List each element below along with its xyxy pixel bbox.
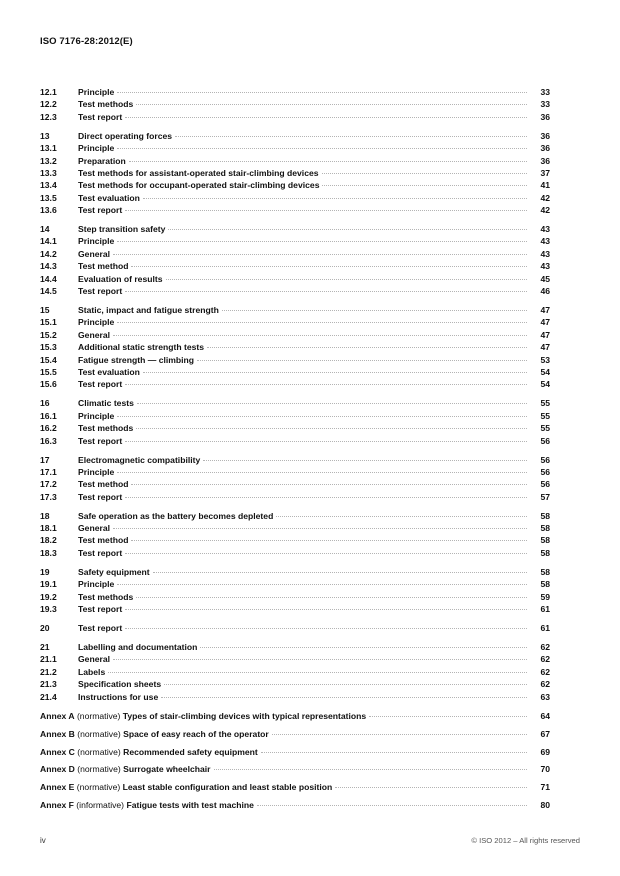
toc-entry-label: Test methods [78, 591, 134, 602]
toc-entry-number: 12.1 [40, 87, 57, 97]
toc-entry-page: 42 [540, 192, 550, 203]
toc-entry-label: Test report [78, 622, 123, 633]
toc-dot-leader [125, 204, 527, 213]
toc-entry[interactable] [40, 179, 550, 191]
toc-entry-page: 56 [540, 435, 550, 446]
toc-entry-number: 13.2 [40, 155, 57, 166]
toc-entry-label: Additional static strength tests [78, 342, 205, 353]
toc-dot-leader [137, 397, 527, 406]
toc-entry-number: 15.5 [40, 366, 57, 377]
toc-entry-number: 19.3 [40, 604, 57, 614]
annex-entry-label [40, 797, 257, 815]
toc-entry-label: Electromagnetic compatibility [78, 454, 201, 465]
toc-entry[interactable] [40, 653, 550, 665]
annex-dot-leader [335, 781, 527, 790]
annex-entry-page: 69 [540, 746, 550, 757]
toc-entry[interactable] [40, 397, 550, 409]
toc-entry-number: 14.3 [40, 261, 57, 272]
toc-entry-label: Test report [78, 491, 123, 502]
toc-entry[interactable] [40, 641, 550, 653]
toc-entry-number: 14 [40, 224, 50, 235]
toc-entry[interactable] [40, 248, 550, 260]
toc-entry[interactable] [40, 304, 550, 316]
toc-dot-leader [164, 678, 527, 687]
toc-dot-leader [322, 167, 527, 176]
toc-entry[interactable] [40, 341, 550, 353]
toc-entry[interactable] [40, 354, 550, 366]
toc-entry-number: 13.4 [40, 180, 57, 191]
toc-entry[interactable] [40, 466, 550, 478]
toc-dot-leader [125, 378, 527, 387]
annex-entry-page: 64 [540, 711, 550, 721]
toc-entry-number: 12.3 [40, 111, 57, 122]
toc-entry-number: 18.2 [40, 535, 57, 546]
toc-entry-number: 14.4 [40, 273, 57, 284]
toc-entry[interactable] [40, 378, 550, 390]
annex-entry-kind: (informative) [76, 799, 125, 810]
toc-dot-leader [175, 130, 527, 139]
annex-entry[interactable] [40, 797, 550, 815]
toc-entry[interactable] [40, 273, 550, 285]
toc-entry-number: 21.4 [40, 691, 57, 702]
toc-dot-leader [143, 192, 527, 201]
toc-dot-leader [125, 491, 527, 500]
toc-entry-page: 58 [540, 566, 550, 577]
table-of-contents [40, 86, 550, 703]
annex-entry-name: Annex A [40, 711, 75, 721]
toc-dot-leader [125, 285, 527, 294]
annex-dot-leader [261, 746, 527, 755]
toc-entry[interactable] [40, 478, 550, 490]
toc-entry-number: 20 [40, 622, 50, 633]
toc-entry[interactable] [40, 591, 550, 603]
toc-entry-page: 62 [540, 641, 550, 652]
toc-entry-label: General [78, 329, 111, 340]
toc-entry-page: 58 [540, 579, 550, 590]
toc-entry-page: 56 [540, 466, 550, 477]
toc-entry[interactable] [40, 566, 550, 578]
toc-entry[interactable] [40, 366, 550, 378]
toc-entry-label: Principle [78, 87, 115, 97]
annex-entry-kind: (normative) [76, 782, 121, 793]
toc-entry[interactable] [40, 260, 550, 272]
toc-entry-label: Test evaluation [78, 366, 140, 377]
toc-dot-leader [117, 410, 527, 419]
toc-entry-number: 13.6 [40, 205, 57, 216]
toc-entry-page: 37 [540, 167, 550, 178]
toc-dot-leader [131, 478, 527, 487]
toc-entry-number: 21 [40, 641, 50, 652]
annex-dot-leader [257, 799, 527, 808]
toc-entry-label: Test report [78, 111, 123, 122]
toc-entry-page: 55 [540, 410, 550, 421]
toc-entry-label: Fatigue strength — climbing [78, 354, 195, 365]
annex-entry-label [40, 779, 335, 797]
toc-dot-leader [203, 454, 527, 463]
toc-entry-number: 16.1 [40, 410, 57, 421]
toc-dot-leader [136, 98, 527, 107]
toc-dot-leader [143, 366, 527, 375]
toc-dot-leader [113, 329, 527, 338]
toc-entry-page: 43 [540, 224, 550, 235]
annex-entry-page: 80 [540, 799, 550, 810]
annex-entry-name: Annex B [40, 728, 75, 739]
toc-dot-leader [125, 435, 527, 444]
annex-entry-title: Least stable configuration and least stable position [122, 782, 333, 793]
toc-entry[interactable] [40, 454, 550, 466]
toc-entry[interactable] [40, 522, 550, 534]
annex-entry-title: Surrogate wheelchair [123, 764, 211, 775]
annex-entry-name: Annex D [40, 764, 75, 775]
toc-entry[interactable] [40, 622, 550, 634]
toc-entry-label: Principle [78, 466, 115, 477]
toc-entry-page: 58 [540, 523, 550, 534]
toc-entry-page: 58 [540, 547, 550, 558]
annex-entry-page: 70 [540, 764, 550, 775]
toc-entry-page: 36 [540, 143, 550, 154]
toc-dot-leader [117, 142, 527, 151]
toc-dot-leader [117, 86, 527, 95]
annex-entry-title: Types of stair-climbing devices with typical representations [122, 711, 367, 721]
footer-copyright: © ISO 2012 – All rights reserved [471, 836, 580, 845]
toc-dot-leader [276, 510, 527, 519]
toc-entry-number: 15.4 [40, 354, 57, 365]
annex-entry[interactable] [40, 761, 550, 779]
toc-entry-page: 45 [540, 273, 550, 284]
toc-dot-leader [117, 235, 527, 244]
toc-entry[interactable] [40, 547, 550, 559]
toc-entry-label: Test report [78, 286, 123, 297]
toc-entry[interactable] [40, 534, 550, 546]
toc-entry-number: 15.1 [40, 317, 57, 328]
toc-dot-leader [168, 223, 527, 232]
toc-entry-number: 15.3 [40, 342, 57, 353]
toc-entry-number: 13.1 [40, 143, 57, 154]
annex-entry-label [40, 708, 369, 726]
toc-entry-label: General [78, 523, 111, 534]
toc-entry-page: 55 [540, 398, 550, 409]
toc-entry-label: Labelling and documentation [78, 641, 198, 652]
toc-dot-leader [117, 316, 527, 325]
toc-entry-page: 62 [540, 679, 550, 690]
toc-entry[interactable] [40, 316, 550, 328]
toc-dot-leader [113, 248, 527, 257]
toc-entry-page: 58 [540, 510, 550, 521]
toc-entry-page: 61 [540, 604, 550, 614]
toc-entry-page: 36 [540, 155, 550, 166]
toc-dot-leader [117, 578, 527, 587]
annex-entry-label [40, 726, 272, 744]
toc-entry-page: 61 [540, 622, 550, 633]
toc-entry-number: 12.2 [40, 99, 57, 110]
toc-dot-leader [153, 566, 527, 575]
annex-entry[interactable] [40, 708, 550, 726]
toc-dot-leader [322, 179, 527, 188]
toc-dot-leader [222, 304, 527, 313]
toc-entry-page: 43 [540, 236, 550, 247]
toc-dot-leader [108, 666, 527, 675]
toc-entry-number: 17.1 [40, 466, 57, 477]
toc-entry-page: 47 [540, 317, 550, 328]
annex-entry[interactable] [40, 726, 550, 744]
toc-entry-label: Step transition safety [78, 224, 166, 235]
toc-dot-leader [113, 522, 527, 531]
annex-entry-page: 67 [540, 728, 550, 739]
toc-entry[interactable] [40, 603, 550, 615]
toc-entry-number: 19.1 [40, 579, 57, 590]
toc-entry-label: Principle [78, 579, 115, 590]
toc-entry-number: 17.2 [40, 479, 57, 490]
footer-page-number: iv [40, 836, 46, 845]
toc-entry[interactable] [40, 142, 550, 154]
toc-entry-page: 33 [540, 99, 550, 110]
toc-entry-label: Test report [78, 205, 123, 216]
toc-dot-leader [113, 653, 527, 662]
toc-entry-label: Test report [78, 379, 123, 390]
toc-entry-page: 42 [540, 205, 550, 216]
toc-entry[interactable] [40, 510, 550, 522]
toc-dot-leader [166, 273, 527, 282]
toc-entry-number: 21.2 [40, 666, 57, 677]
toc-dot-leader [125, 547, 527, 556]
toc-entry[interactable] [40, 130, 550, 142]
toc-entry-label: Safe operation as the battery becomes depleted [78, 510, 274, 521]
toc-entry-number: 21.3 [40, 679, 57, 690]
annex-entry-title: Recommended safety equipment [123, 746, 258, 757]
toc-entry-number: 16.2 [40, 423, 57, 434]
toc-entry-page: 54 [540, 366, 550, 377]
toc-entry-label: Test method [78, 535, 129, 546]
toc-dot-leader [125, 603, 527, 612]
toc-entry[interactable] [40, 235, 550, 247]
toc-entry[interactable] [40, 192, 550, 204]
annex-entry-name: Annex E [40, 782, 75, 793]
toc-entry-page: 58 [540, 535, 550, 546]
toc-entry-label: Test methods for assistant-operated stair-climbing devices [78, 167, 319, 178]
toc-entry-number: 14.2 [40, 248, 57, 259]
toc-entry-number: 18 [40, 510, 50, 521]
toc-entry-page: 43 [540, 261, 550, 272]
toc-entry-number: 16 [40, 398, 50, 409]
toc-entry[interactable] [40, 155, 550, 167]
toc-entry-number: 21.1 [40, 654, 57, 665]
toc-entry-page: 55 [540, 423, 550, 434]
toc-entry-page: 47 [540, 329, 550, 340]
toc-entry-label: Test methods [78, 423, 134, 434]
toc-entry-label: Climatic tests [78, 398, 134, 409]
toc-entry-number: 17 [40, 454, 50, 465]
toc-entry-label: Static, impact and fatigue strength [78, 305, 219, 316]
toc-entry[interactable] [40, 98, 550, 110]
toc-entry-label: Evaluation of results [78, 273, 163, 284]
document-reference-header: ISO 7176-28:2012(E) [40, 36, 133, 47]
toc-entry-page: 53 [540, 354, 550, 365]
toc-entry-page: 62 [540, 654, 550, 665]
toc-entry[interactable] [40, 691, 550, 703]
toc-entry-label: Instructions for use [78, 691, 159, 702]
toc-entry[interactable] [40, 285, 550, 297]
toc-dot-leader [125, 111, 527, 120]
annex-entry-label [40, 744, 261, 762]
toc-entry[interactable] [40, 223, 550, 235]
toc-entry-page: 41 [540, 180, 550, 191]
toc-entry-number: 17.3 [40, 491, 57, 502]
toc-entry[interactable] [40, 491, 550, 503]
annex-dot-leader [369, 710, 527, 719]
toc-entry-label: Test methods for occupant-operated stair-climbing devices [78, 180, 320, 191]
toc-entry[interactable] [40, 204, 550, 216]
toc-entry-number: 19 [40, 566, 50, 577]
toc-entry-label: Test evaluation [78, 192, 140, 203]
toc-dot-leader [129, 155, 527, 164]
annex-entry-kind: (normative) [77, 728, 121, 739]
toc-entry-page: 54 [540, 379, 550, 390]
toc-entry-page: 47 [540, 305, 550, 316]
toc-entry-page: 47 [540, 342, 550, 353]
toc-dot-leader [136, 422, 527, 431]
toc-entry[interactable] [40, 111, 550, 123]
annex-entry[interactable] [40, 779, 550, 797]
toc-entry-number: 14.1 [40, 236, 57, 247]
toc-entry[interactable] [40, 329, 550, 341]
annex-entry-name: Annex C [40, 746, 75, 757]
annex-entry-kind: (normative) [76, 711, 121, 721]
toc-entry-label: Direct operating forces [78, 130, 173, 141]
toc-entry[interactable] [40, 578, 550, 590]
toc-entry-label: Test report [78, 435, 123, 446]
toc-entry-label: Test method [78, 479, 129, 490]
toc-entry[interactable] [40, 410, 550, 422]
toc-entry-label: Test methods [78, 99, 134, 110]
toc-entry[interactable] [40, 167, 550, 179]
toc-entry-number: 19.2 [40, 591, 57, 602]
toc-entry-page: 59 [540, 591, 550, 602]
toc-entry-label: General [78, 654, 111, 665]
toc-dot-leader [161, 691, 527, 700]
toc-entry-page: 43 [540, 248, 550, 259]
toc-entry-label: Test method [78, 261, 129, 272]
toc-entry-number: 15.6 [40, 379, 57, 390]
toc-entry-page: 33 [540, 87, 550, 97]
toc-entry-number: 15 [40, 305, 50, 316]
toc-dot-leader [136, 591, 527, 600]
toc-entry-number: 14.5 [40, 286, 57, 297]
toc-entry[interactable] [40, 666, 550, 678]
toc-entry-label: Principle [78, 410, 115, 421]
annex-entry[interactable] [40, 744, 550, 762]
annex-entry-page: 71 [540, 782, 550, 793]
toc-entry[interactable] [40, 422, 550, 434]
toc-entry-number: 13.5 [40, 192, 57, 203]
annex-entry-title: Space of easy reach of the operator [123, 728, 269, 739]
toc-dot-leader [200, 641, 527, 650]
toc-entry-page: 46 [540, 286, 550, 297]
toc-entry-label: Test report [78, 604, 123, 614]
toc-dot-leader [131, 260, 527, 269]
toc-entry-label: General [78, 248, 111, 259]
toc-entry[interactable] [40, 86, 550, 98]
annex-entry-kind: (normative) [77, 764, 121, 775]
toc-entry-label: Labels [78, 666, 106, 677]
toc-entry-label: Principle [78, 317, 115, 328]
toc-entry-number: 18.3 [40, 547, 57, 558]
toc-entry-page: 36 [540, 130, 550, 141]
toc-entry-label: Principle [78, 236, 115, 247]
toc-entry-label: Principle [78, 143, 115, 154]
annex-dot-leader [214, 763, 527, 772]
toc-entry-label: Preparation [78, 155, 126, 166]
annex-entry-kind: (normative) [77, 746, 121, 757]
toc-entry-page: 56 [540, 479, 550, 490]
toc-entry[interactable] [40, 678, 550, 690]
toc-dot-leader [131, 534, 527, 543]
toc-entry-number: 18.1 [40, 523, 57, 534]
toc-entry-page: 56 [540, 454, 550, 465]
toc-entry-number: 13.3 [40, 167, 57, 178]
toc-entry-page: 63 [540, 691, 550, 702]
toc-entry-label: Safety equipment [78, 566, 150, 577]
toc-dot-leader [197, 354, 527, 363]
toc-entry-number: 16.3 [40, 435, 57, 446]
toc-entry-page: 57 [540, 491, 550, 502]
toc-entry-number: 13 [40, 130, 50, 141]
toc-entry-label: Specification sheets [78, 679, 162, 690]
toc-entry-number: 15.2 [40, 329, 57, 340]
annex-entry-label [40, 761, 214, 779]
toc-dot-leader [207, 341, 527, 350]
toc-entry-label: Test report [78, 547, 123, 558]
annex-dot-leader [272, 728, 527, 737]
toc-dot-leader [125, 622, 527, 631]
annex-entry-title: Fatigue tests with test machine [126, 799, 254, 810]
annex-entry-name: Annex F [40, 799, 74, 810]
annex-list [40, 708, 550, 815]
toc-entry-page: 62 [540, 666, 550, 677]
toc-entry-page: 36 [540, 111, 550, 122]
toc-dot-leader [117, 466, 527, 475]
toc-entry[interactable] [40, 435, 550, 447]
